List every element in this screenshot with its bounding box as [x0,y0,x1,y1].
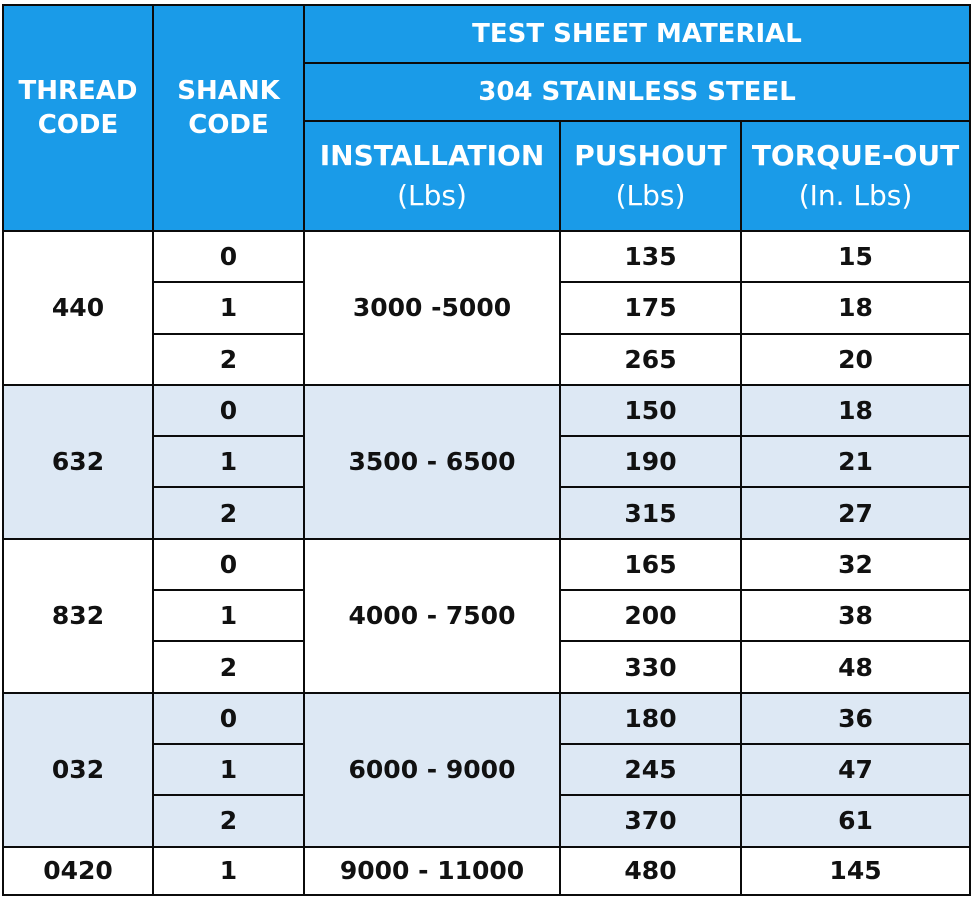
torque-out-cell: 15 [741,231,970,282]
pushout-cell: 200 [560,590,741,641]
thread-code-header [3,5,153,231]
torque-out-header-unit: (In. Lbs) [798,179,913,212]
shank-code-cell: 1 [153,282,304,333]
torque-out-cell: 32 [741,539,970,590]
pushout-header-label: PUSHOUT [574,139,727,172]
table-row [3,847,970,895]
torque-out-cell: 145 [741,847,970,895]
table-body [3,231,970,895]
shank-code-cell: 1 [153,436,304,487]
test-sheet-material-header: TEST SHEET MATERIAL [304,5,970,63]
pushout-header [560,121,741,231]
pushout-cell: 175 [560,282,741,333]
torque-out-cell: 18 [741,282,970,333]
torque-out-cell: 48 [741,641,970,692]
shank-code-cell: 0 [153,539,304,590]
torque-out-cell: 47 [741,744,970,795]
installation-cell: 9000 - 11000 [304,847,560,895]
thread-code-cell: 440 [3,231,153,385]
torque-out-cell: 20 [741,334,970,385]
torque-out-cell: 38 [741,590,970,641]
pushout-cell: 180 [560,693,741,744]
installation-cell: 4000 - 7500 [304,539,560,693]
thread-code-header-text: THREAD CODE [18,76,138,140]
shank-code-cell: 0 [153,693,304,744]
torque-out-cell: 21 [741,436,970,487]
shank-code-cell: 0 [153,231,304,282]
shank-code-cell: 2 [153,641,304,692]
torque-out-header [741,121,970,231]
thread-code-cell: 0420 [3,847,153,895]
pushout-cell: 265 [560,334,741,385]
material-header: 304 STAINLESS STEEL [304,63,970,121]
shank-code-cell: 1 [153,590,304,641]
pushout-cell: 245 [560,744,741,795]
installation-header-unit: (Lbs) [397,179,467,212]
table-row [3,231,970,282]
shank-code-cell: 1 [153,847,304,895]
torque-out-cell: 36 [741,693,970,744]
pushout-cell: 370 [560,795,741,846]
table-row [3,539,970,590]
pushout-cell: 150 [560,385,741,436]
table-row [3,693,970,744]
thread-code-cell: 832 [3,539,153,693]
installation-header [304,121,560,231]
installation-cell: 6000 - 9000 [304,693,560,847]
pushout-cell: 480 [560,847,741,895]
pushout-header-unit: (Lbs) [615,179,686,212]
table-header [3,5,970,231]
shank-code-cell: 0 [153,385,304,436]
shank-code-cell: 2 [153,487,304,538]
torque-out-cell: 27 [741,487,970,538]
pushout-cell: 135 [560,231,741,282]
pushout-cell: 165 [560,539,741,590]
installation-header-label: INSTALLATION [319,139,545,172]
shank-code-header [153,5,304,231]
shank-code-header-text: SHANK CODE [177,76,280,140]
installation-cell: 3500 - 6500 [304,385,560,539]
thread-code-cell: 632 [3,385,153,539]
shank-code-cell: 2 [153,334,304,385]
thread-code-cell: 032 [3,693,153,847]
shank-code-cell: 1 [153,744,304,795]
spec-table [2,4,971,896]
table-row [3,385,970,436]
pushout-cell: 330 [560,641,741,692]
torque-out-header-label: TORQUE-OUT [751,139,960,172]
pushout-cell: 315 [560,487,741,538]
torque-out-cell: 18 [741,385,970,436]
shank-code-cell: 2 [153,795,304,846]
pushout-cell: 190 [560,436,741,487]
torque-out-cell: 61 [741,795,970,846]
installation-cell: 3000 -5000 [304,231,560,385]
header-row-1 [3,5,970,63]
